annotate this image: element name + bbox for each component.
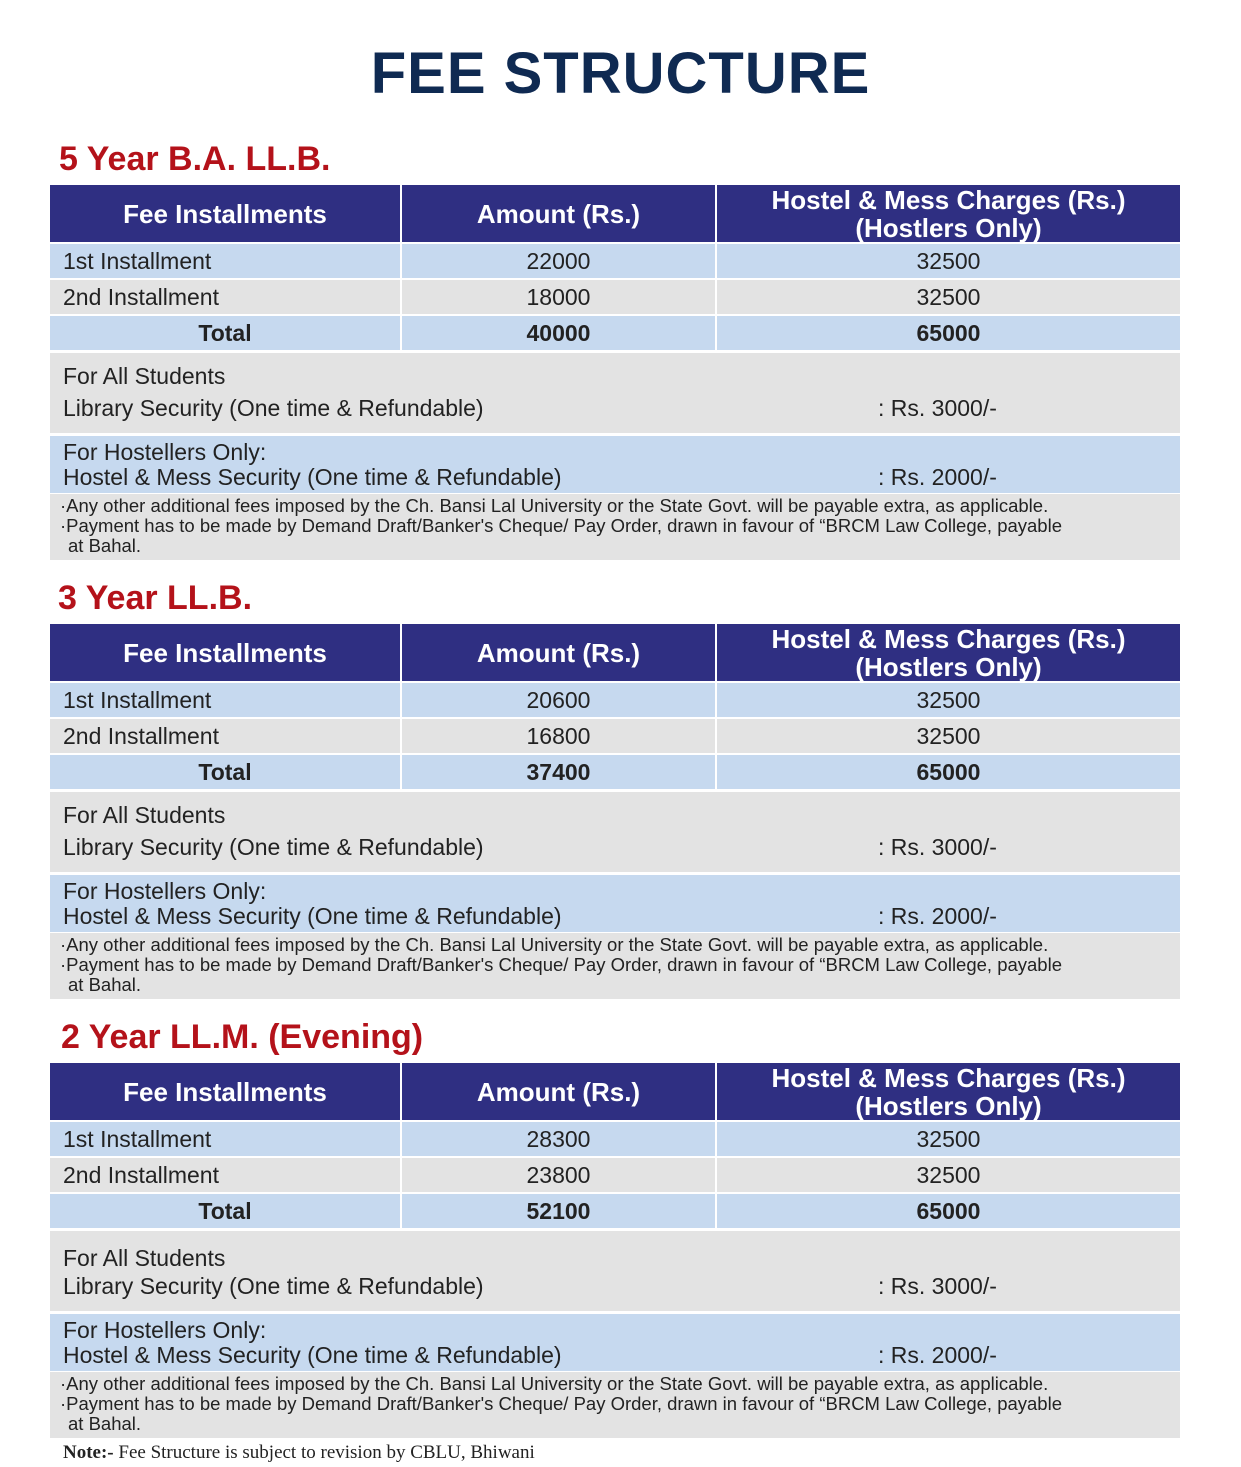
section-title: 5 Year B.A. LL.B. [59, 140, 331, 178]
total-hostel: 65000 [716, 754, 1180, 789]
header-hostel-charges: Hostel & Mess Charges (Rs.) (Hostlers Only) [716, 1063, 1180, 1121]
notes-block [50, 1372, 1180, 1438]
all-students-block [50, 792, 1180, 872]
header-hostel-charges: Hostel & Mess Charges (Rs.) (Hostlers Only) [716, 624, 1180, 682]
section-title: 2 Year LL.M. (Evening) [61, 1018, 424, 1056]
library-security-amount: : Rs. 3000/- [878, 834, 997, 860]
note-line: at Bahal. [68, 535, 142, 556]
table-row [50, 279, 1180, 315]
note-line: ·Any other additional fees imposed by the Ch. Bansi Lal University or the State Govt. will be payable extra, as applicable. [60, 495, 1049, 516]
hostellers-label: For Hostellers Only: [63, 1317, 267, 1343]
all-students-block [50, 353, 1180, 433]
hostellers-label: For Hostellers Only: [63, 439, 267, 465]
hostellers-label: For Hostellers Only: [63, 878, 267, 904]
installment-label: 1st Installment [50, 1121, 401, 1157]
note-line: at Bahal. [68, 974, 142, 995]
amount-value: 22000 [401, 243, 716, 279]
header-amount: Amount (Rs.) [401, 1063, 716, 1121]
installment-label: 2nd Installment [50, 718, 401, 754]
table-header [50, 624, 1180, 682]
table-row [50, 1157, 1180, 1193]
note-line: ·Payment has to be made by Demand Draft/Banker's Cheque/ Pay Order, drawn in favour of “BRCM Law College, payable [60, 954, 1062, 975]
table-row [50, 682, 1180, 718]
hostel-security-amount: : Rs. 2000/- [878, 903, 997, 929]
hostellers-block [50, 1314, 1180, 1371]
fee-table [50, 185, 1180, 350]
installment-label: 2nd Installment [50, 1157, 401, 1193]
total-label: Total [50, 1193, 401, 1228]
table-row [50, 243, 1180, 279]
hostel-value: 32500 [716, 279, 1180, 315]
table-row [50, 1121, 1180, 1157]
installment-label: 2nd Installment [50, 279, 401, 315]
amount-value: 28300 [401, 1121, 716, 1157]
header-fee-installments: Fee Installments [50, 185, 401, 243]
note-line: ·Any other additional fees imposed by the Ch. Bansi Lal University or the State Govt. will be payable extra, as applicable. [60, 934, 1049, 955]
section-title: 3 Year LL.B. [58, 579, 253, 617]
table-row [50, 718, 1180, 754]
library-security-label: Library Security (One time & Refundable) [63, 395, 484, 421]
note-line: ·Payment has to be made by Demand Draft/Banker's Cheque/ Pay Order, drawn in favour of “BRCM Law College, payable [60, 1393, 1062, 1414]
library-security-amount: : Rs. 3000/- [878, 1273, 997, 1299]
fee-table [50, 624, 1180, 789]
hostel-security-amount: : Rs. 2000/- [878, 464, 997, 490]
library-security-amount: : Rs. 3000/- [878, 395, 997, 421]
all-students-label: For All Students [63, 1245, 226, 1271]
total-label: Total [50, 315, 401, 350]
hostel-value: 32500 [716, 1157, 1180, 1193]
total-hostel: 65000 [716, 1193, 1180, 1228]
hostel-security-label: Hostel & Mess Security (One time & Refundable) [63, 464, 562, 490]
total-row [50, 1193, 1180, 1228]
hostel-security-label: Hostel & Mess Security (One time & Refundable) [63, 903, 562, 929]
notes-block [50, 933, 1180, 999]
hostellers-block [50, 875, 1180, 932]
library-security-label: Library Security (One time & Refundable) [63, 1273, 484, 1299]
footnote-text: Fee Structure is subject to revision by CBLU, Bhiwani [113, 1442, 535, 1463]
note-line: ·Payment has to be made by Demand Draft/Banker's Cheque/ Pay Order, drawn in favour of “BRCM Law College, payable [60, 515, 1062, 536]
total-label: Total [50, 754, 401, 789]
total-amount: 40000 [401, 315, 716, 350]
total-amount: 37400 [401, 754, 716, 789]
total-hostel: 65000 [716, 315, 1180, 350]
header-amount: Amount (Rs.) [401, 624, 716, 682]
amount-value: 23800 [401, 1157, 716, 1193]
table-header [50, 185, 1180, 243]
total-row [50, 754, 1180, 789]
hostellers-block [50, 436, 1180, 493]
hostel-value: 32500 [716, 718, 1180, 754]
hostel-security-label: Hostel & Mess Security (One time & Refundable) [63, 1342, 562, 1368]
header-fee-installments: Fee Installments [50, 624, 401, 682]
hostel-value: 32500 [716, 682, 1180, 718]
header-hostel-charges: Hostel & Mess Charges (Rs.) (Hostlers Only) [716, 185, 1180, 243]
header-amount: Amount (Rs.) [401, 185, 716, 243]
installment-label: 1st Installment [50, 243, 401, 279]
total-row [50, 315, 1180, 350]
total-amount: 52100 [401, 1193, 716, 1228]
hostel-value: 32500 [716, 1121, 1180, 1157]
all-students-label: For All Students [63, 363, 226, 389]
fee-table [50, 1063, 1180, 1228]
hostel-value: 32500 [716, 243, 1180, 279]
amount-value: 18000 [401, 279, 716, 315]
amount-value: 16800 [401, 718, 716, 754]
library-security-label: Library Security (One time & Refundable) [63, 834, 484, 860]
notes-block [50, 494, 1180, 560]
amount-value: 20600 [401, 682, 716, 718]
header-fee-installments: Fee Installments [50, 1063, 401, 1121]
page-title: FEE STRUCTURE [370, 41, 871, 106]
note-line: at Bahal. [68, 1413, 142, 1434]
all-students-label: For All Students [63, 802, 226, 828]
note-line: ·Any other additional fees imposed by the Ch. Bansi Lal University or the State Govt. will be payable extra, as applicable. [60, 1373, 1049, 1394]
footnote-label: Note:- [63, 1442, 114, 1463]
hostel-security-amount: : Rs. 2000/- [878, 1342, 997, 1368]
footnote [63, 1442, 535, 1464]
all-students-block [50, 1231, 1180, 1311]
installment-label: 1st Installment [50, 682, 401, 718]
table-header [50, 1063, 1180, 1121]
